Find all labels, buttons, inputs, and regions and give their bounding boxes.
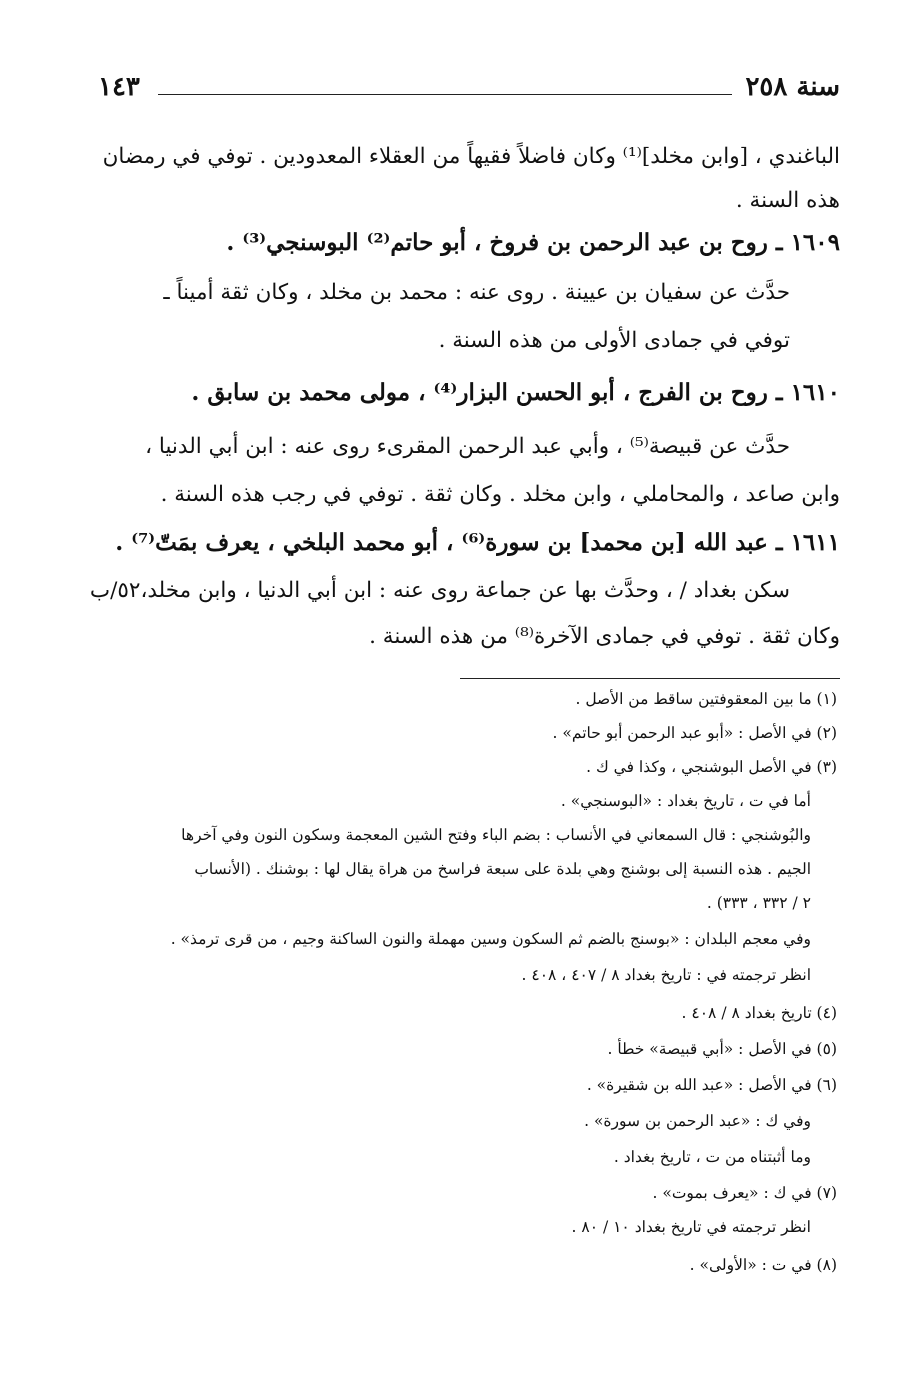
footnote-line: وفي ك : «عبد الرحمن بن سورة» . (584, 1112, 811, 1130)
footnote-line: أما في ت ، تاريخ بغداد : «البوسنجي» . (560, 792, 811, 810)
footnote-rule (460, 678, 840, 679)
text-line: حدَّث عن قبيصة⁽⁵⁾ ، وأبي عبد الرحمن المقرىء روى عنه : ابن أبي الدنيا ، (145, 434, 790, 459)
footnote-line: انظر ترجمته في تاريخ بغداد ١٠ / ٨٠ . (571, 1218, 811, 1236)
text-line: حدَّث عن سفيان بن عيينة . روى عنه : محمد بن مخلد ، وكان ثقة أميناً ـ (163, 280, 790, 305)
text-line: توفي في جمادى الأولى من هذه السنة . (438, 328, 790, 353)
footnote-3: (٣) في الأصل البوشنجي ، وكذا في ك . (586, 758, 837, 776)
entry-heading: ١٦١١ ـ عبد الله [بن محمد] بن سورة⁽⁶⁾ ، أبو محمد البلخي ، يعرف بمَتّ⁽⁷⁾ . (115, 529, 840, 556)
text-line: الباغندي ، [وابن مخلد]⁽¹⁾ وكان فاضلاً فقيهاً من العقلاء المعدودين . توفي في رمضان (102, 144, 840, 169)
text-line: وكان ثقة . توفي في جمادى الآخرة⁽⁸⁾ من هذه السنة . (369, 624, 840, 649)
footnote-line: وفي معجم البلدان : «بوسنج بالضم ثم السكون وسين مهملة والنون الساكنة وجيم ، من قرى ترمذ» . (170, 930, 811, 948)
footnote-line: الجيم . هذه النسبة إلى بوشنج وهي بلدة على سبعة فراسخ من هراة يقال لها : بوشنك . (الأنساب (194, 860, 811, 878)
footnote-1: (١) ما بين المعقوفتين ساقط من الأصل . (575, 690, 837, 708)
page-number: ١٤٣ (98, 72, 140, 102)
footnote-6: (٦) في الأصل : «عبد الله بن شقيرة» . (586, 1076, 837, 1094)
footnote-line: انظر ترجمته في : تاريخ بغداد ٨ / ٤٠٧ ، ٤٠٨ . (521, 966, 811, 984)
text-line: سكن بغداد / ، وحدَّث بها عن جماعة روى عنه : ابن أبي الدنيا ، وابن مخلد،٥٢/ب (89, 578, 790, 603)
running-title: سنة ٢٥٨ (745, 72, 840, 102)
footnote-2: (٢) في الأصل : «أبو عبد الرحمن أبو حاتم» . (552, 724, 837, 742)
footnote-4: (٤) تاريخ بغداد ٨ / ٤٠٨ . (681, 1004, 837, 1022)
footnote-8: (٨) في ت : «الأولى» . (689, 1256, 837, 1274)
footnote-line: والبُوشنجي : قال السمعاني في الأنساب : بضم الباء وفتح الشين المعجمة وسكون النون وفي آخرها (181, 826, 811, 844)
footnote-line: ٢ / ٣٣٢ ، ٣٣٣) . (706, 894, 811, 912)
page-header (98, 72, 840, 112)
header-rule (158, 94, 732, 95)
footnote-5: (٥) في الأصل : «أبي قبيصة» خطأ . (607, 1040, 837, 1058)
text-line: هذه السنة . (735, 188, 840, 213)
footnote-line: وما أثبتناه من ت ، تاريخ بغداد . (613, 1148, 811, 1166)
footnote-7: (٧) في ك : «يعرف بموت» . (652, 1184, 837, 1202)
text-line: وابن صاعد ، والمحاملي ، وابن مخلد . وكان ثقة . توفي في رجب هذه السنة . (160, 482, 840, 507)
entry-heading: ١٦١٠ ـ روح بن الفرج ، أبو الحسن البزار⁽⁴⁾ ، مولى محمد بن سابق . (191, 379, 840, 406)
main-text (89, 138, 840, 658)
entry-heading: ١٦٠٩ ـ روح بن عبد الرحمن بن فروخ ، أبو حاتم⁽²⁾ البوسنجي⁽³⁾ . (226, 229, 840, 256)
